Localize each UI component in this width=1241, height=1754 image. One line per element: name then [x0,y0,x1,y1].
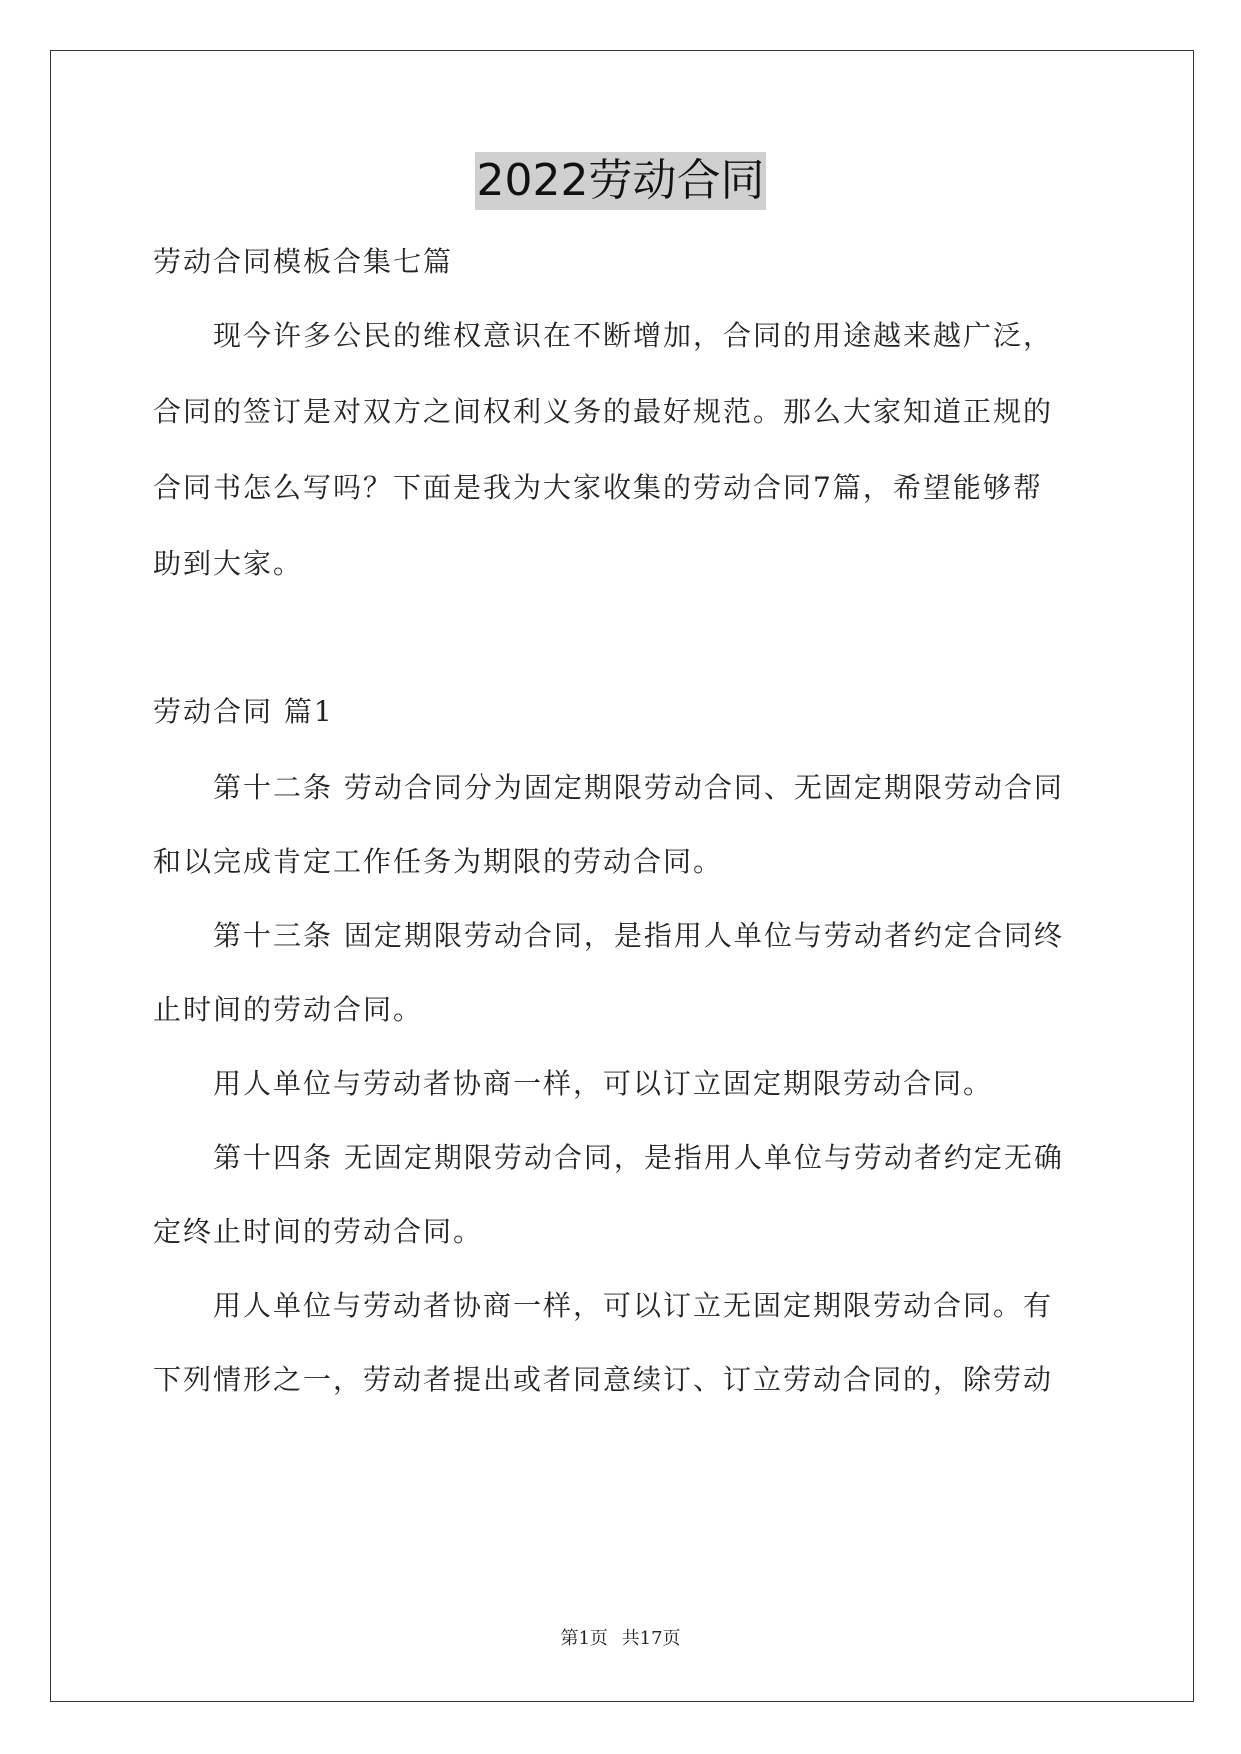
body-line-8: 用人单位与劳动者协商一样，可以订立无固定期限劳动合同。有 [213,1289,1054,1322]
body-line-3: 第十三条 固定期限劳动合同，是指用人单位与劳动者约定合同终 [213,919,1064,952]
intro-line-3: 合同书怎么写吗？下面是我为大家收集的劳动合同7篇，希望能够帮 [153,471,1043,504]
page-number: 第1页 [560,1628,608,1649]
intro-line-2: 合同的签订是对双方之间权利义务的最好规范。那么大家知道正规的 [153,395,1054,428]
body-line-4: 止时间的劳动合同。 [153,993,424,1026]
section-heading: 劳动合同 篇1 [153,695,334,728]
title-container [0,152,1241,210]
body-line-6: 第十四条 无固定期限劳动合同，是指用人单位与劳动者约定无确 [213,1141,1064,1174]
intro-line-4: 助到大家。 [153,547,304,580]
page-footer [0,1624,1241,1650]
intro-line-1: 现今许多公民的维权意识在不断增加，合同的用途越来越广泛， [213,319,1054,352]
body-line-2: 和以完成肯定工作任务为期限的劳动合同。 [153,845,724,878]
body-line-9: 下列情形之一，劳动者提出或者同意续订、订立劳动合同的，除劳动 [153,1363,1054,1396]
body-line-7: 定终止时间的劳动合同。 [153,1215,484,1248]
body-line-5: 用人单位与劳动者协商一样，可以订立固定期限劳动合同。 [213,1067,994,1100]
document-title: 2022劳动合同 [475,152,767,210]
total-pages: 共17页 [621,1628,681,1649]
body-line-1: 第十二条 劳动合同分为固定期限劳动合同、无固定期限劳动合同 [213,771,1064,804]
document-subtitle: 劳动合同模板合集七篇 [153,245,454,278]
